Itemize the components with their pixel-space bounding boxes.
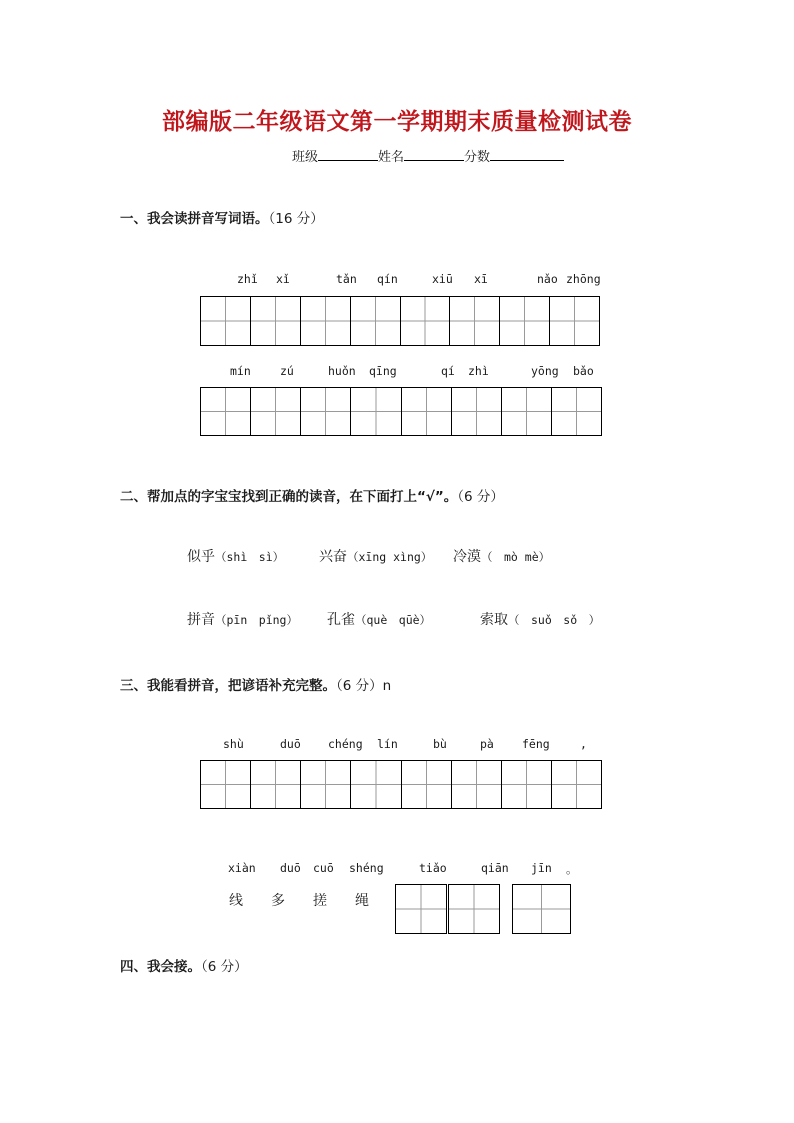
pinyin: xiū: [432, 272, 453, 286]
section1-heading-text: 一、我会读拼音写词语。: [120, 211, 269, 227]
item-word: 似乎: [187, 549, 215, 565]
pinyin: xiàn: [228, 861, 256, 875]
section3-heading: [120, 674, 391, 694]
name-blank[interactable]: [404, 148, 464, 161]
section4-points: （6 分）: [201, 959, 248, 975]
item-options[interactable]: （pīn pǐng）: [215, 613, 298, 627]
writing-cell[interactable]: [350, 297, 400, 345]
reading-item: [453, 546, 550, 566]
writing-cell[interactable]: [401, 761, 451, 808]
pinyin: zhǐ: [237, 272, 258, 286]
writing-cell[interactable]: [300, 761, 350, 808]
writing-cell[interactable]: [350, 388, 400, 435]
writing-cell[interactable]: [551, 761, 601, 808]
section1-heading: [120, 207, 324, 227]
pinyin: qīng: [369, 364, 397, 378]
name-label: 姓名: [378, 150, 405, 165]
writing-cell[interactable]: [250, 388, 300, 435]
writing-cell[interactable]: [501, 761, 551, 808]
writing-cell[interactable]: [201, 761, 250, 808]
section2-points: （6 分）: [457, 489, 504, 505]
pinyin: xī: [474, 272, 488, 286]
pinyin: tǎn: [336, 272, 357, 286]
writing-cell[interactable]: [512, 884, 571, 934]
pinyin: cuō: [313, 861, 334, 875]
reading-item: [327, 609, 431, 629]
pinyin: xǐ: [276, 272, 290, 286]
writing-cell[interactable]: [395, 884, 447, 934]
item-word: 索取: [480, 612, 508, 628]
section2-heading-text: 二、帮加点的字宝宝找到正确的读音，在下面打上“√”。: [120, 489, 458, 505]
item-word: 拼音: [187, 612, 215, 628]
reading-item: [187, 609, 298, 629]
pinyin: bù: [433, 737, 447, 751]
writing-grid: [200, 387, 602, 436]
writing-grid: [200, 296, 600, 346]
item-options[interactable]: （ suǒ sǒ ）: [508, 613, 601, 627]
pinyin: bǎo: [573, 364, 594, 378]
writing-cell[interactable]: [501, 388, 551, 435]
pinyin: shéng: [349, 861, 384, 875]
writing-cell[interactable]: [250, 297, 300, 345]
item-options[interactable]: （shì sì）: [215, 550, 285, 564]
pinyin: zú: [280, 364, 294, 378]
writing-cell[interactable]: [549, 297, 599, 345]
section1-points: （16 分）: [268, 211, 324, 227]
pinyin: qín: [377, 272, 398, 286]
score-blank[interactable]: [490, 148, 564, 161]
writing-cell[interactable]: [449, 297, 499, 345]
item-options[interactable]: （què qūè）: [355, 613, 432, 627]
item-options[interactable]: （xīng xìng）: [347, 550, 433, 564]
pinyin: mín: [230, 364, 251, 378]
writing-cell[interactable]: [201, 297, 250, 345]
pinyin: qiān: [481, 861, 509, 875]
item-word: 冷漠: [453, 549, 481, 565]
writing-cell[interactable]: [300, 297, 350, 345]
section4-heading-text: 四、我会接。: [120, 959, 201, 975]
pinyin: shù: [223, 737, 244, 751]
writing-cell[interactable]: [451, 388, 501, 435]
writing-cell[interactable]: [451, 761, 501, 808]
class-blank[interactable]: [318, 148, 378, 161]
class-label: 班级: [292, 150, 319, 165]
pinyin: jīn: [531, 861, 552, 875]
writing-cell[interactable]: [250, 761, 300, 808]
section3-points: （6 分）n: [336, 678, 392, 694]
writing-grid: [200, 760, 602, 809]
item-word: 兴奋: [319, 549, 347, 565]
pinyin: ,: [580, 737, 587, 751]
pinyin: zhì: [468, 364, 489, 378]
writing-cell[interactable]: [201, 388, 250, 435]
writing-cell[interactable]: [300, 388, 350, 435]
writing-cell[interactable]: [448, 884, 500, 934]
item-word: 孔雀: [327, 612, 355, 628]
writing-cell[interactable]: [551, 388, 601, 435]
section4-heading: [120, 955, 248, 975]
reading-item: [187, 546, 284, 566]
section2-heading: [120, 485, 504, 505]
page-title: 部编版二年级语文第一学期期末质量检测试卷: [162, 109, 632, 135]
pinyin: duō: [280, 861, 301, 875]
proverb-char: 搓: [313, 893, 327, 909]
pinyin: yōng: [531, 364, 559, 378]
reading-item: [319, 546, 432, 566]
section3-heading-text: 三、我能看拼音，把谚语补充完整。: [120, 678, 336, 694]
pinyin: nǎo: [537, 272, 558, 286]
pinyin: duō: [280, 737, 301, 751]
pinyin: tiǎo: [419, 861, 447, 875]
reading-item: [480, 609, 600, 629]
proverb-char: 线: [229, 893, 243, 909]
proverb-char: 多: [271, 893, 285, 909]
pinyin: zhōng: [566, 272, 601, 286]
proverb-char: 绳: [355, 893, 369, 909]
item-options[interactable]: （ mò mè）: [481, 550, 551, 564]
score-label: 分数: [464, 150, 491, 165]
pinyin: lín: [377, 737, 398, 751]
writing-cell[interactable]: [499, 297, 549, 345]
writing-cell[interactable]: [401, 388, 451, 435]
pinyin: chéng: [328, 737, 363, 751]
pinyin: pà: [480, 737, 494, 751]
writing-cell[interactable]: [350, 761, 400, 808]
pinyin: qí: [441, 364, 455, 378]
writing-cell[interactable]: [400, 297, 450, 345]
student-info-line: [292, 146, 564, 165]
pinyin: fēng: [522, 737, 550, 751]
pinyin: huǒn: [328, 364, 356, 378]
pinyin: 。: [566, 862, 578, 876]
